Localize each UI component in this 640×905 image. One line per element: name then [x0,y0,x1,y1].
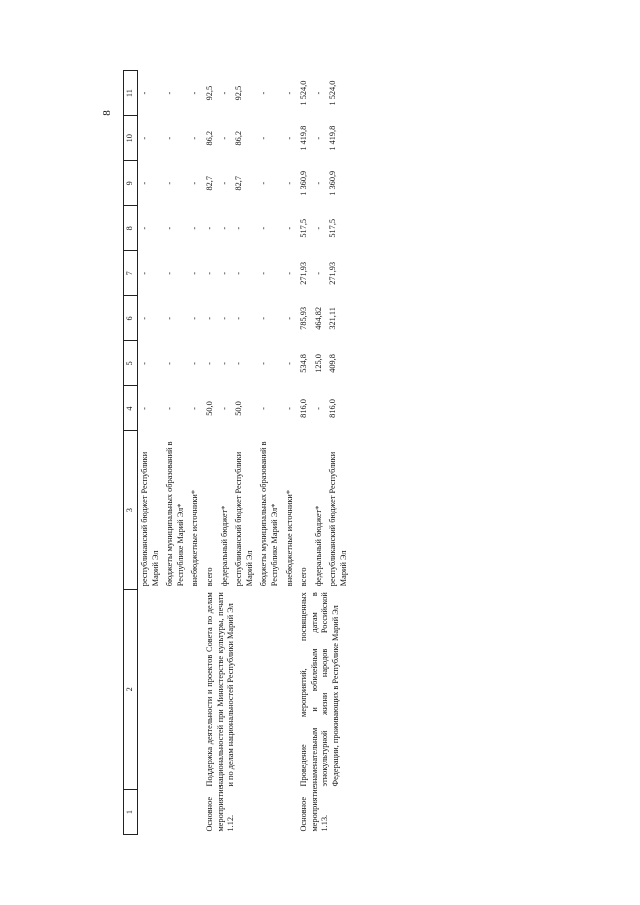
funding-source: всего [204,567,214,587]
funding-value: - [190,271,200,275]
funding-value: - [259,271,269,275]
funding-value: - [204,226,214,230]
funding-value: - [165,136,175,140]
funding-value: 50,0 [234,401,244,416]
activity-description [138,589,203,789]
activity-description: Поддержка деятельности и проектов Совета по делам национальностей при Министерстве культуры, печати и по делам национальностей Республики Марий Эл [204,592,236,787]
funding-value: - [165,91,175,95]
funding-value: - [219,317,229,320]
funding-value: 82,7 [234,175,244,191]
funding-value: - [165,362,175,365]
funding-value: 321,11 [328,307,338,330]
funding-source: республиканский бюджет Республики Марий Эл [328,451,348,587]
funding-value: - [259,136,269,140]
funding-value: - [284,362,294,365]
funding-value: 92,5 [204,85,214,101]
funding-source: внебюджетные источники* [284,489,294,587]
funding-value: - [284,136,294,140]
funding-value: - [190,362,200,365]
funding-value: 92,5 [234,85,244,101]
funding-value: - [259,91,269,95]
funding-value: - [313,226,323,230]
funding-value: - [313,271,323,275]
funding-value: - [219,271,229,275]
column-header: 11 [124,71,138,116]
funding-value: - [140,181,149,185]
page-number: 8 [101,110,113,116]
funding-value: - [284,91,294,95]
funding-value: 271,93 [328,261,338,285]
activity-number [138,789,203,834]
funding-value: 409,8 [328,354,338,373]
column-header: 4 [124,386,138,431]
funding-value: 1 360,9 [328,170,338,196]
funding-value: 125,0 [313,354,323,373]
activity-description: Проведение мероприятий, посвященных знаменательным и юбилейным датам в этнокультурной жизни народов Российской Федерации, проживающих в Республике Марий Эл [299,592,340,787]
funding-value: 1 360,9 [299,170,309,196]
funding-value: - [219,226,229,230]
table-body [138,71,352,835]
funding-value: - [219,407,229,410]
funding-value: 1 524,0 [328,80,338,106]
funding-value: - [165,271,175,275]
column-header: 8 [124,206,138,251]
funding-value: - [313,91,323,95]
activity-number: Основное мероприятие 1.12. [204,785,236,832]
funding-value: - [165,317,175,320]
funding-value: 464,82 [313,306,323,330]
funding-value: - [284,407,294,410]
column-header: 5 [124,341,138,386]
funding-value: 517,5 [299,218,309,238]
funding-value: - [165,181,175,185]
funding-value: 816,0 [328,399,338,418]
table-header-row [124,71,138,835]
funding-source: федеральный бюджет* [313,505,323,587]
funding-source: всего [299,567,309,587]
funding-value: - [219,136,229,140]
funding-value: - [190,407,200,410]
rotated-table-container [123,70,578,835]
activity-number: Основное мероприятие 1.13. [299,785,330,832]
funding-source: бюджеты муниципальных образований в Республике Марий Эл* [259,441,279,587]
funding-value: - [234,317,244,320]
funding-source: бюджеты муниципальных образований в Республике Марий Эл* [165,441,185,587]
funding-source: республиканский бюджет Республики Марий Эл [140,451,160,587]
funding-value: - [140,136,149,140]
funding-value: 517,5 [328,218,338,238]
funding-source: федеральный бюджет* [219,505,229,587]
funding-value: - [234,226,244,230]
funding-value: 86,2 [234,130,244,146]
funding-value: - [284,226,294,230]
table-row [138,71,164,835]
funding-value: - [284,317,294,320]
funding-value: - [219,91,229,95]
funding-value: - [140,91,149,95]
column-header: 3 [124,431,138,589]
funding-value: - [140,226,149,230]
funding-value: - [259,226,269,230]
funding-value: 271,93 [299,261,309,285]
funding-value: - [190,317,200,320]
column-header: 6 [124,296,138,341]
funding-value: 534,8 [299,354,309,373]
funding-value: 1 419,8 [328,125,338,151]
table-row [297,71,312,835]
funding-value: 86,2 [204,130,214,146]
funding-value: - [284,181,294,185]
funding-source: внебюджетные источники* [190,489,200,587]
funding-value: - [140,362,149,365]
funding-value: - [313,181,323,185]
funding-value: - [259,181,269,185]
funding-value: - [259,362,269,365]
funding-value: - [259,407,269,410]
funding-value: - [234,271,244,275]
funding-value: - [165,226,175,230]
funding-value: - [219,362,229,365]
funding-value: - [190,136,200,140]
funding-value: - [140,317,149,320]
column-header: 10 [124,116,138,161]
funding-value: 50,0 [204,401,214,416]
funding-value: - [190,91,200,95]
column-header: 2 [124,589,138,789]
funding-source: республиканский бюджет Республики Марий Эл [234,451,254,587]
funding-value: - [219,181,229,185]
funding-value: - [140,407,149,410]
funding-value: 82,7 [204,175,214,191]
funding-value: - [190,226,200,230]
funding-value: - [204,271,214,275]
funding-value: - [259,317,269,320]
funding-value: - [204,317,214,320]
funding-value: 785,93 [299,306,309,330]
table-row [203,71,218,835]
funding-value: - [313,407,323,410]
column-header: 9 [124,161,138,206]
column-header: 1 [124,789,138,834]
funding-value: 1 419,8 [299,125,309,151]
funding-value: 1 524,0 [299,80,309,106]
funding-value: - [140,271,149,275]
funding-value: - [165,407,175,410]
funding-value: - [284,271,294,275]
funding-value: - [313,136,323,140]
budget-table [123,70,352,835]
column-header: 7 [124,251,138,296]
funding-value: - [204,362,214,365]
funding-value: 816,0 [299,399,309,418]
funding-value: - [190,181,200,185]
funding-value: - [234,362,244,365]
